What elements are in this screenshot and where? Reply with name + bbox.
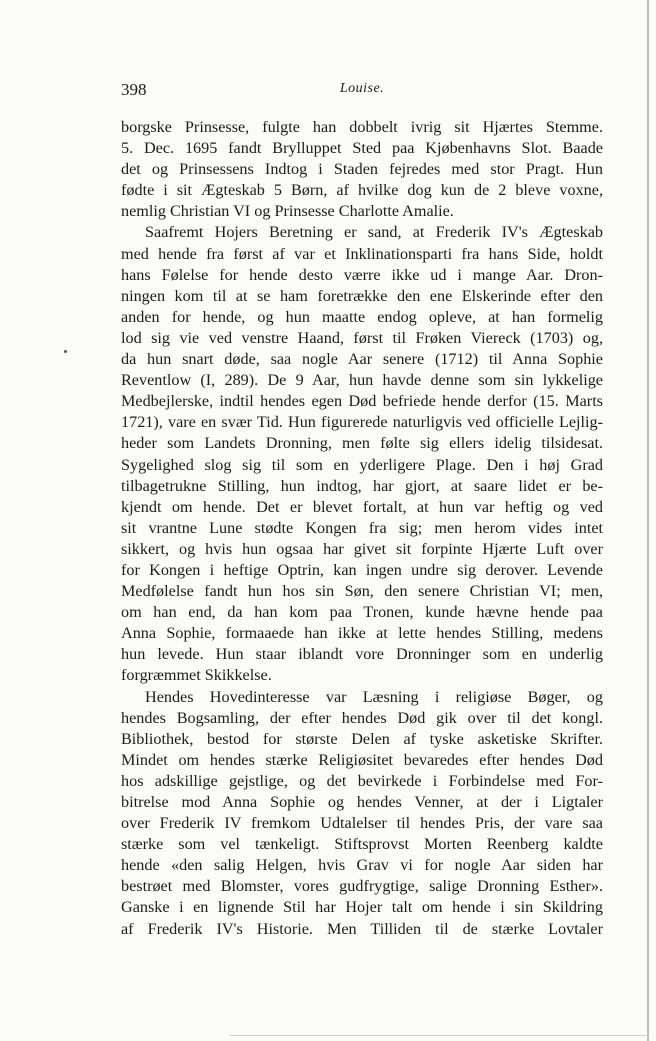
margin-dot [64,350,67,353]
text-line: det og Prinsessens Indtog i Staden fejredes med stor Pragt. Hun [121,160,603,179]
text-line: Bibliothek, bestod for største Delen af tyske asketiske Skrifter. [121,729,603,748]
text-line: 5. Dec. 1695 fandt Brylluppet Sted paa Kjøbenhavns Slot. Baade [121,139,603,158]
text-line: hun levede. Hun staar iblandt vore Dronninger som en underlig [121,645,603,664]
text-line: over Frederik IV fremkom Udtalelser til hendes Pris, der vare saa [121,814,603,833]
text-line: med hende fra først af var et Inklinationsparti fra hans Side, holdt [121,244,603,263]
page-header [121,80,603,100]
body-text [121,117,603,940]
text-line: tilbagetrukne Stilling, hun indtog, har gjort, at saare lidet er be- [121,476,603,495]
text-line: Sygelighed slog sig til som en yderligere Plage. Den i høj Grad [121,455,603,474]
text-line: om han end, da han kom paa Tronen, kunde hævne hende paa [121,603,603,622]
text-line: heder som Landets Dronning, men følte sig ellers idelig tilsidesat. [121,434,603,453]
page-number: 398 [121,80,147,99]
text-line: Saafremt Hojers Beretning er sand, at Frederik IV's Ægteskab [145,223,603,242]
text-line: hans Følelse for hende desto værre ikke ud i mange Aar. Dron- [121,265,603,284]
text-line: sit vrantne Lune stødte Kongen fra sig; men herom vides intet [121,518,603,537]
text-line: da hun snart døde, saa nogle Aar senere (1712) til Anna Sophie [121,350,603,369]
text-line: borgske Prinsesse, fulgte han dobbelt ivrig sit Hjærtes Stemme. [121,118,603,136]
page-edge-line [647,0,649,1041]
text-line: for Kongen i heftige Optrin, kan ingen undre sig derover. Levende [121,560,603,579]
running-title: Louise. [339,81,385,96]
text-line: ningen kom til at se ham foretrække den ene Elskerinde efter den [121,286,603,305]
text-line: Ganske i en lignende Stil har Hojer talt om hende i sin Skildring [121,898,603,917]
text-line: hende «den salig Helgen, hvis Grav vi for nogle Aar siden har [121,856,603,875]
text-line: stærke som vel tænkeligt. Stiftsprovst Morten Reenberg kaldte [121,835,603,854]
text-line: anden for hende, og hun maatte endog opleve, at han formelig [121,307,603,326]
text-line: hos adskillige gejstlige, og det bevirkede i Forbindelse med For- [121,771,603,790]
text-line: af Frederik IV's Historie. Men Tilliden til de stærke Lovtaler [121,919,603,938]
text-line: Medfølelse fandt hun hos sin Søn, den senere Christian VI; men, [121,582,603,601]
text-line: Reventlow (I, 289). De 9 Aar, hun havde denne som sin lykkelige [121,371,603,390]
text-line: 1721), vare en svær Tid. Hun figurerede naturligvis ved officielle Lejlig- [121,413,603,432]
text-line: bestrøet med Blomster, vores gudfrygtige, salige Dronning Esther». [121,877,603,896]
text-line: hendes Bogsamling, der efter hendes Død gik over til det kongl. [121,708,603,727]
text-line: Mindet om hendes stærke Religiøsitet bevaredes efter hendes Død [121,750,603,769]
text-line: Anna Sophie, formaaede han ikke at lette hendes Stilling, medens [121,624,603,643]
page-bottom-line [230,1035,649,1036]
text-line: sikkert, og hvis hun ogsaa har givet sit forpinte Hjærte Luft over [121,539,603,558]
text-line: nemlig Christian VI og Prinsesse Charlotte Amalie. [121,202,454,221]
text-line: fødte i sit Ægteskab 5 Børn, af hvilke dog kun de 2 bleve voxne, [121,181,603,200]
text-line: Hendes Hovedinteresse var Læsning i religiøse Bøger, og [145,687,603,706]
text-line: kjendt om hende. Det er blevet fortalt, at hun var heftig og ved [121,497,603,516]
text-line: forgræmmet Skikkelse. [121,666,272,685]
text-line: bitrelse mod Anna Sophie og hendes Venner, at der i Ligtaler [121,793,603,811]
text-line: lod sig vie ved venstre Haand, først til Frøken Viereck (1703) og, [121,328,603,347]
text-line: Medbejlerske, indtil hendes egen Død befriede hende derfor (15. Marts [121,392,603,411]
